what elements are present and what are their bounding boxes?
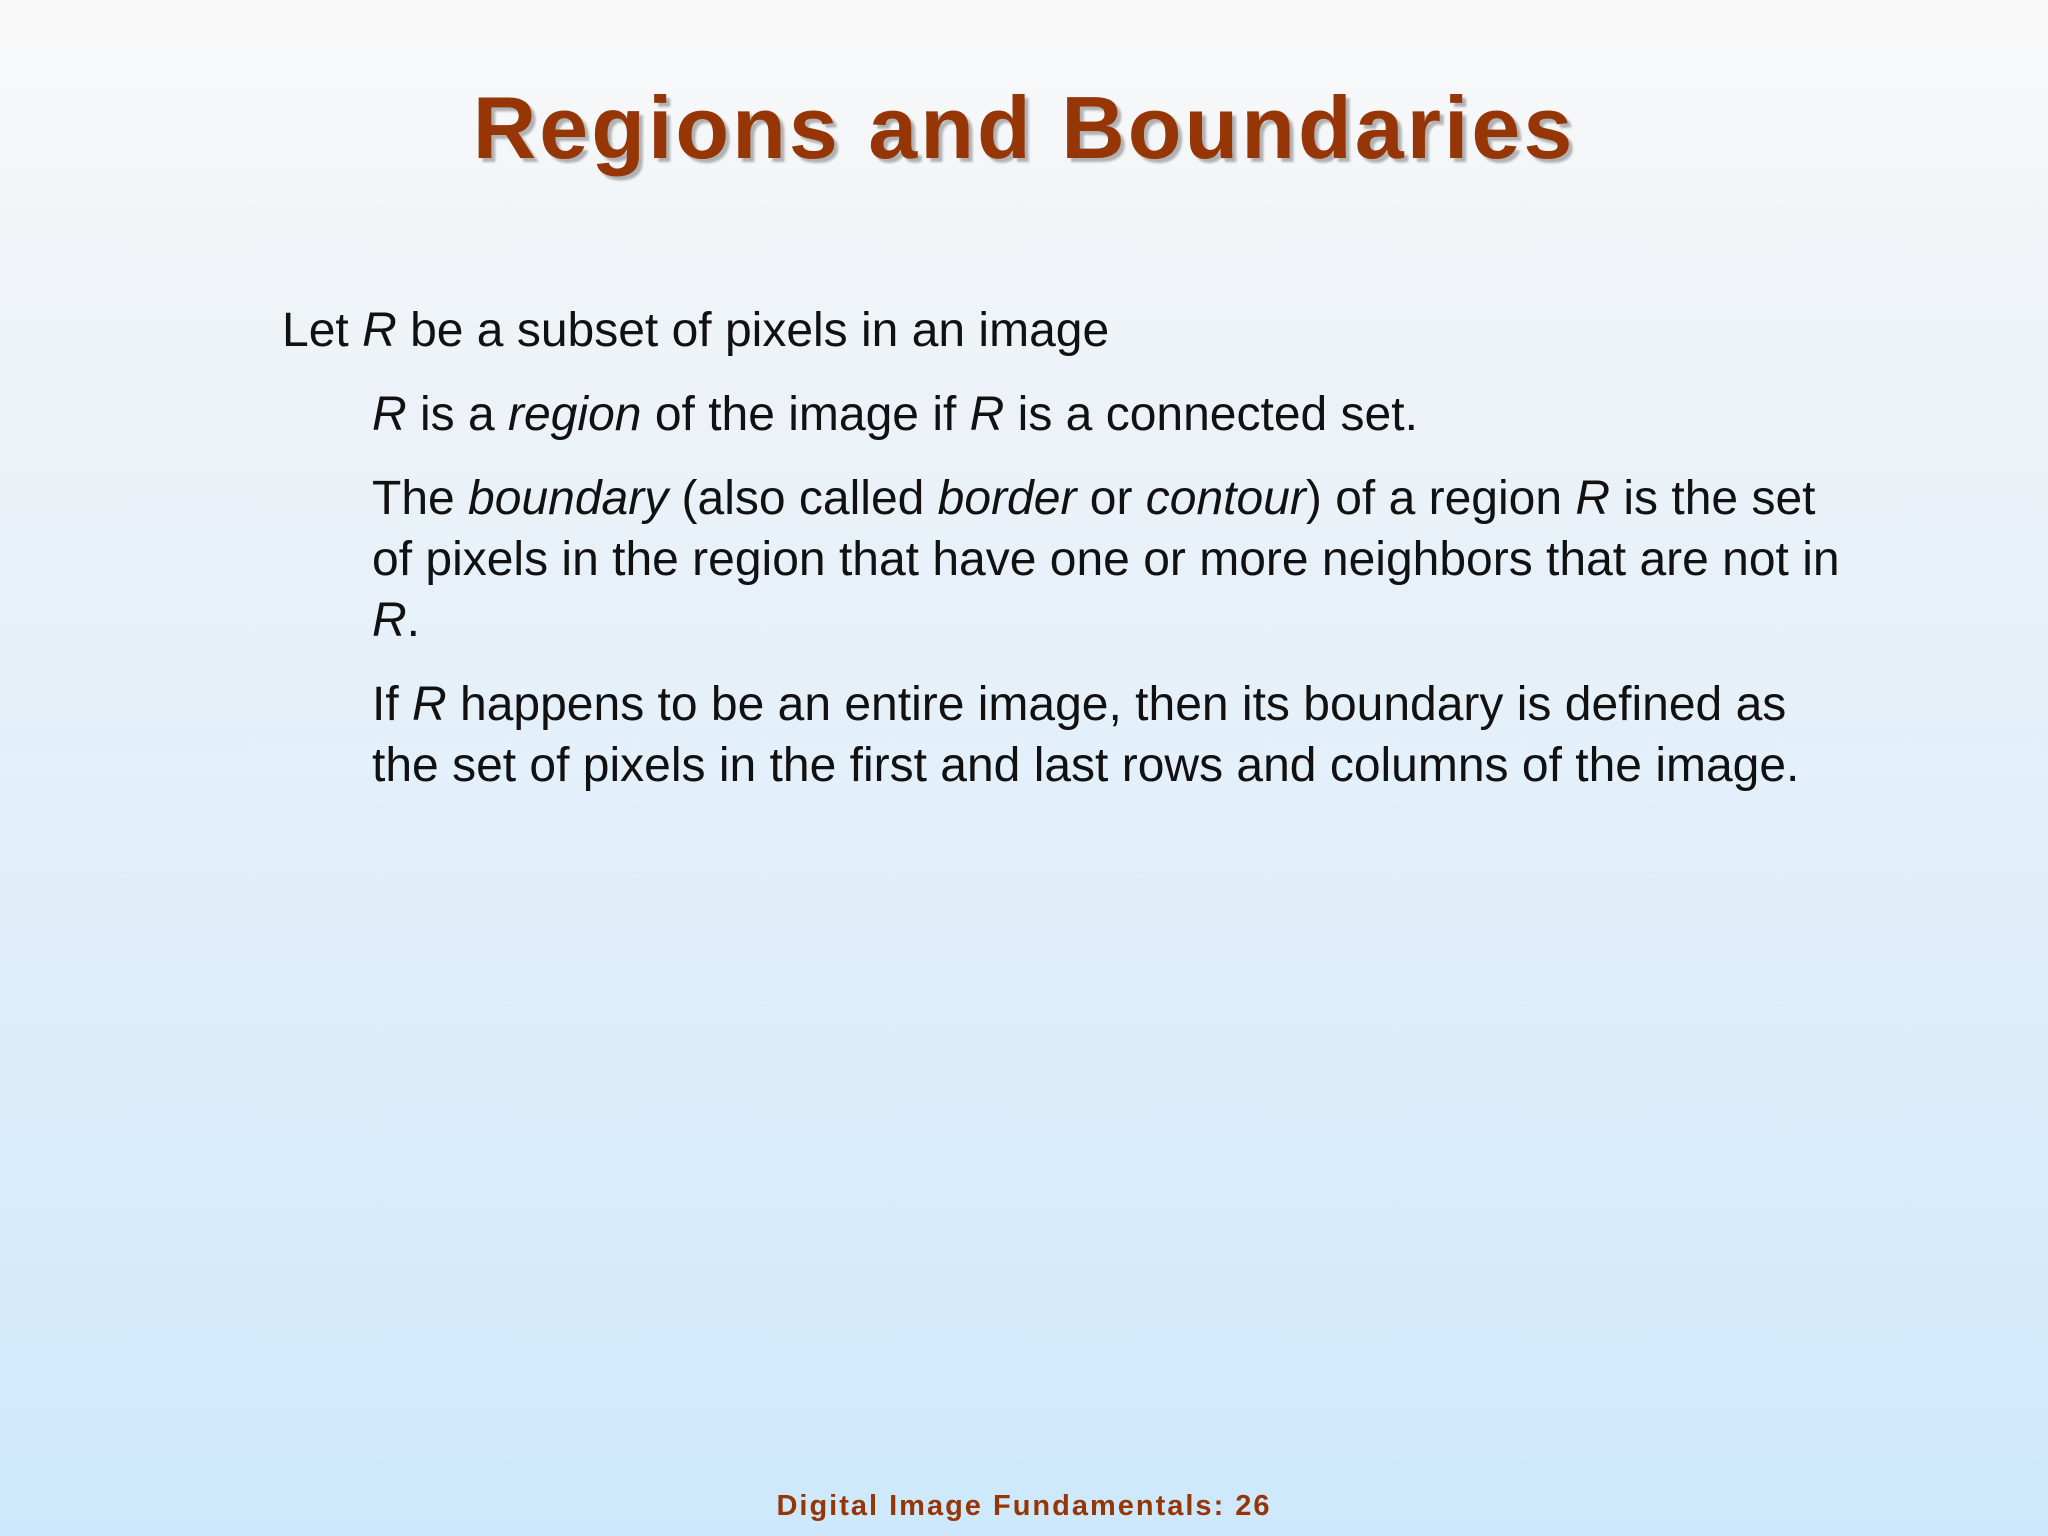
bullet-region-symbol-r2: R: [969, 388, 1005, 441]
bullet-boundary-term-contour: contour: [1145, 472, 1306, 525]
slide-body: [282, 300, 1842, 819]
bullet-entire-symbol-r: R: [412, 678, 447, 731]
bullet-boundary: [372, 468, 1842, 651]
bullet-boundary-symbol-r1: R: [1575, 472, 1611, 525]
bullet-boundary-text-1: The: [372, 472, 469, 525]
bullet-boundary-text-6: .: [406, 594, 421, 647]
slide-title: Regions and Boundaries: [472, 78, 1576, 177]
intro-text-2: be a subset of pixels in an image: [396, 304, 1110, 357]
bullet-region: [372, 384, 1842, 445]
bullet-region-text-1: is a: [406, 388, 509, 441]
slide-footer: Digital Image Fundamentals: 26: [776, 1490, 1272, 1522]
intro-symbol-r: R: [362, 304, 397, 357]
bullet-boundary-text-2: (also called: [668, 472, 938, 525]
bullet-boundary-text-3: or: [1076, 472, 1146, 525]
bullet-region-symbol-r1: R: [372, 388, 407, 441]
bullet-boundary-term: boundary: [468, 472, 669, 525]
bullet-region-term: region: [508, 388, 642, 441]
intro-paragraph: [282, 300, 1842, 361]
bullet-boundary-text-5: is the set of pixels in the region that have one or more neighbors that are not in: [372, 472, 1840, 586]
bullet-entire-image: [372, 674, 1842, 796]
bullet-region-text-3: is a connected set.: [1004, 388, 1418, 441]
bullet-entire-text-2: happens to be an entire image, then its boundary is defined as the set of pixels in the first and last rows and columns of the image.: [372, 678, 1800, 792]
bullet-boundary-symbol-r2: R: [372, 594, 407, 647]
bullet-region-text-2: of the image if: [641, 388, 970, 441]
bullet-boundary-text-4: ) of a region: [1305, 472, 1576, 525]
bullet-boundary-term-border: border: [937, 472, 1077, 525]
intro-text-1: Let: [282, 304, 363, 357]
bullet-entire-text-1: If: [372, 678, 413, 731]
